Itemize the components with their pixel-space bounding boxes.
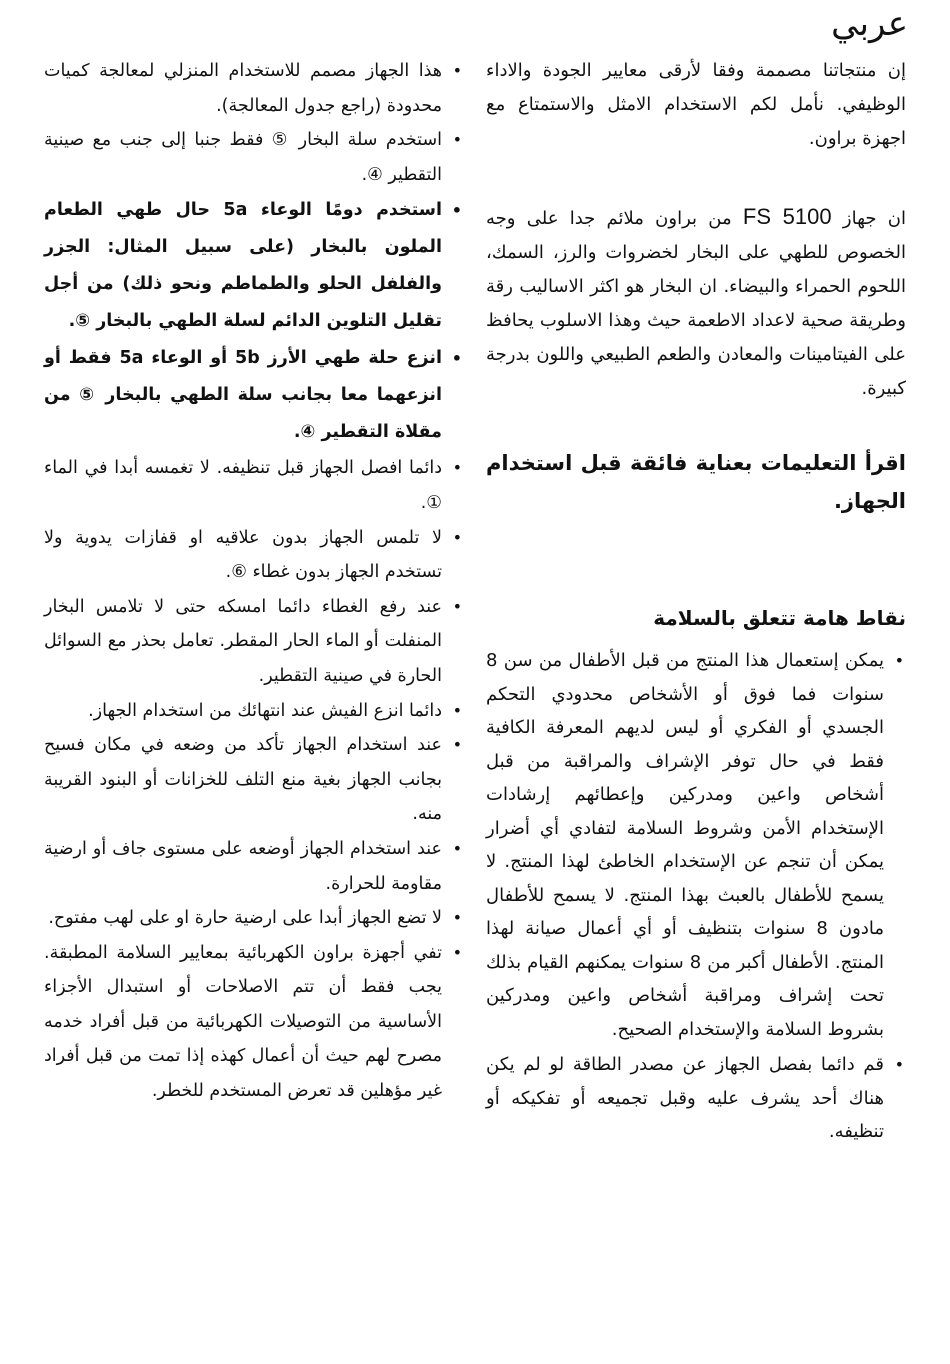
list-item: • قم دائما بفصل الجهاز عن مصدر الطاقة لو لم يكن هناك أحد يشرف عليه وقبل تجميعه أو تفكيكه أو تنظيفه. xyxy=(486,1048,906,1149)
model-number: FS 5100 xyxy=(742,204,832,229)
product-text-after: من براون ملائم جدا على وجه الخصوص للطهي على البخار لخضروات والرز، السمك، اللحوم الحمراء والبيضاء. ان البخار هو اكثر الاساليب رقة وطريقة صحية لاعداد الاطعمة حيث وهذا الاسلوب يحافظ على الفيتامينات والمعادن والطعم الطبيعي واللون بدرجة كبيرة. xyxy=(486,208,906,399)
list-item: • استخدم دومًا الوعاء 5a حال طهي الطعام الملون بالبخار (على سبيل المثال: الجزر والفلفل الحلو والطماطم ونحو ذلك) من أجل تقليل التلوين الدائم لسلة الطهي بالبخار ⑤. xyxy=(44,192,464,340)
page-title: عربي xyxy=(831,4,908,44)
right-column xyxy=(486,54,906,1149)
left-column xyxy=(44,54,464,1109)
instructions-list xyxy=(44,54,464,1109)
product-text-before: ان جهاز xyxy=(842,208,906,229)
list-item: • تفي أجهزة براون الكهربائية بمعايير السلامة المطبقة. يجب فقط أن تتم الاصلاحات أو استبدال الأجزاء الأساسية من التوصيلات الكهربائية من قبل أفراد خدمه مصرح لهم حيث أن أعمال كهذه إذا تمت من قبل أفراد غير مؤهلين قد تعرض المستخدم للخطر. xyxy=(44,936,464,1109)
list-item: • لا تلمس الجهاز بدون علاقيه او قفازات يدوية ولا تستخدم الجهاز بدون غطاء ⑥. xyxy=(44,521,464,590)
product-paragraph xyxy=(486,200,906,406)
list-item: • انزع حلة طهي الأرز 5b أو الوعاء 5a فقط أو انزعهما معا بجانب سلة الطهي بالبخار ⑤ من مقلاة التقطير ④. xyxy=(44,340,464,451)
list-item: • دائما انزع الفيش عند انتهائك من استخدام الجهاز. xyxy=(44,694,464,729)
list-item: • لا تضع الجهاز أبدا على ارضية حارة او على لهب مفتوح. xyxy=(44,901,464,936)
intro-paragraph: إن منتجاتنا مصممة وفقا لأرقى معايير الجودة والاداء الوظيفي. نأمل لكم الاستخدام الامثل والاستمتاع مع اجهزة براون. xyxy=(486,60,906,149)
safety-heading: نقاط هامة تتعلق بالسلامة xyxy=(653,606,906,630)
list-item: • عند استخدام الجهاز تأكد من وضعه في مكان فسيح بجانب الجهاز بغية منع التلف للخزانات أو البنود القريبة منه. xyxy=(44,728,464,832)
list-item: • عند استخدام الجهاز أوضعه على مستوى جاف أو ارضية مقاومة للحرارة. xyxy=(44,832,464,901)
list-item: • هذا الجهاز مصمم للاستخدام المنزلي لمعالجة كميات محدودة (راجع جدول المعالجة). xyxy=(44,54,464,123)
list-item: • استخدم سلة البخار ⑤ فقط جنبا إلى جنب مع صينية التقطير ④. xyxy=(44,123,464,192)
list-item: • يمكن إستعمال هذا المنتج من قبل الأطفال من سن 8 سنوات فما فوق أو الأشخاص محدودي التحكم الجسدي أو الفكري أو ليس لديهم المعرفة الكافية فقط في حال توفر الإشراف والمراقبة من قبل أشخاص واعين ومدركين وإعطائهم إرشادات الإستخدام الأمن وشروط السلامة لتفادي أي أضرار يمكن أن تنجم عن الإستخدام الخاطئ لهذا المنتج. لا يسمح للأطفال بالعبث بهذا المنتج. لا يسمح للأطفال مادون 8 سنوات بتنظيف أو أي أعمال صيانة لهذا المنتج. الأطفال أكبر من 8 سنوات يمكنهم القيام بذلك تحت إشراف ومراقبة أشخاص واعين ومدركين بشروط السلامة والإستخدام الصحيح. xyxy=(486,644,906,1046)
list-item: • دائما افصل الجهاز قبل تنظيفه. لا تغمسه أبدا في الماء ①. xyxy=(44,451,464,520)
safety-list xyxy=(486,644,906,1149)
list-item: • عند رفع الغطاء دائما امسكه حتى لا تلامس البخار المنفلت أو الماء الحار المقطر. تعامل بحذر مع السوائل الحارة في صينية التقطير. xyxy=(44,590,464,694)
read-instructions-heading: اقرأ التعليمات بعناية فائقة قبل استخدام الجهاز. xyxy=(486,451,906,513)
